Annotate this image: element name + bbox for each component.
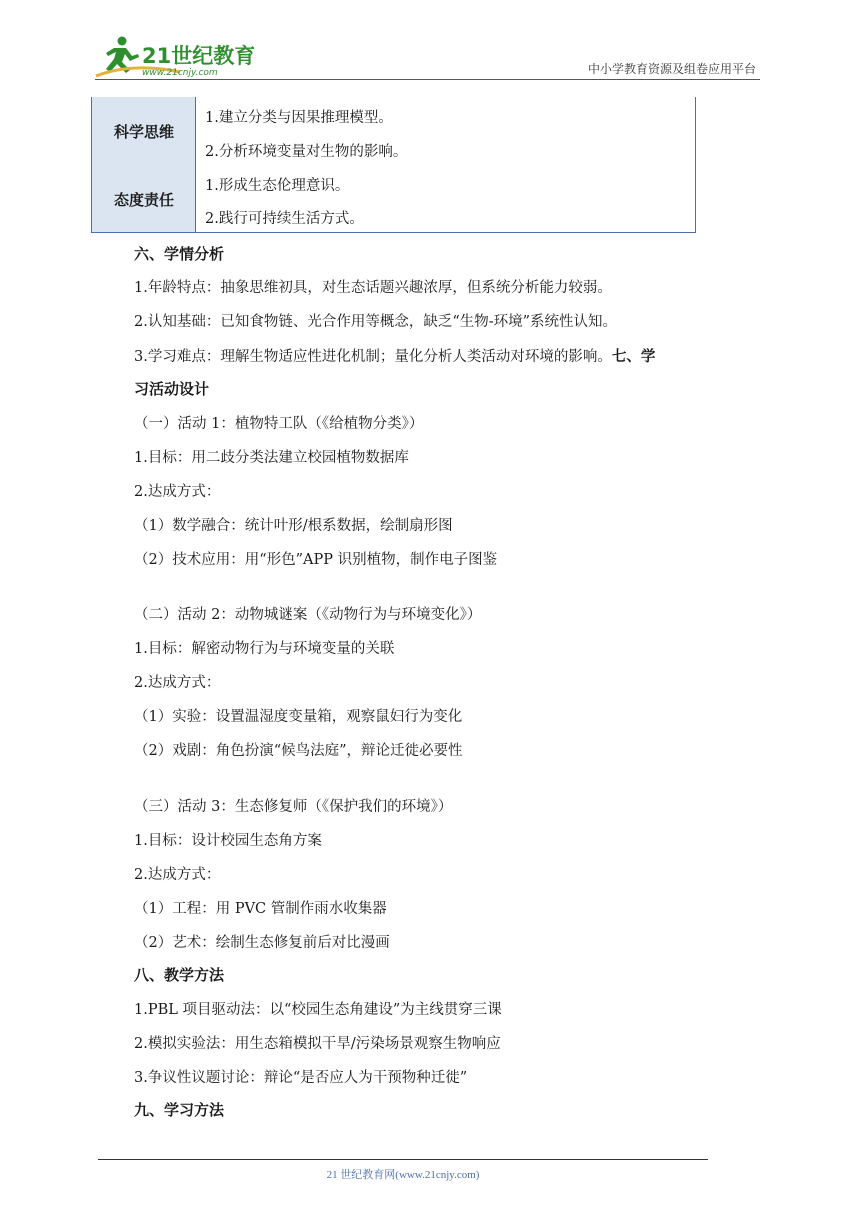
activity-title: （二）活动 2：动物城谜案（《动物行为与环境变化》） bbox=[134, 607, 482, 623]
paragraph-line: 1.PBL 项目驱动法：以“校园生态角建设”为主线贯穿三课 bbox=[134, 1002, 502, 1018]
table-cell: 2.分析环境变量对生物的影响。 bbox=[205, 144, 408, 160]
activity-title: （三）活动 3：生态修复师（《保护我们的环境》） bbox=[134, 799, 453, 815]
section-heading: 六、学情分析 bbox=[134, 245, 225, 263]
activity-method: （1）工程：用 PVC 管制作雨水收集器 bbox=[134, 901, 387, 917]
paragraph-line: 3.争议性议题讨论：辩论“是否应人为干预物种迁徙” bbox=[134, 1070, 468, 1086]
activity-goal: 1.目标：解密动物行为与环境变量的关联 bbox=[134, 641, 395, 657]
category-column bbox=[92, 97, 196, 232]
activity-method: （1）数学融合：统计叶形/根系数据，绘制扇形图 bbox=[134, 518, 453, 534]
paragraph-line: 2.模拟实验法：用生态箱模拟干旱/污染场景观察生物响应 bbox=[134, 1036, 501, 1052]
activity-method: （2）技术应用：用“形色”APP 识别植物，制作电子图鉴 bbox=[134, 552, 498, 568]
section-heading: 习活动设计 bbox=[134, 380, 210, 398]
paragraph-text: 3.学习难点：理解生物适应性进化机制；量化分析人类活动对环境的影响。 bbox=[134, 349, 612, 365]
category-label: 态度责任 bbox=[113, 191, 174, 209]
activity-method: （2）戏剧：角色扮演“候鸟法庭”，辩论迁徙必要性 bbox=[134, 743, 463, 759]
runner-logo-icon bbox=[92, 32, 262, 82]
activity-method-label: 2.达成方式： bbox=[134, 867, 221, 883]
activity-goal: 1.目标：设计校园生态角方案 bbox=[134, 833, 322, 849]
paragraph-line bbox=[134, 345, 655, 366]
category-label: 科学思维 bbox=[113, 123, 174, 141]
svg-text:www.21cnjy.com: www.21cnjy.com bbox=[142, 68, 218, 78]
activity-method: （2）艺术：绘制生态修复前后对比漫画 bbox=[134, 935, 390, 951]
section-heading-start: 七、学 bbox=[611, 349, 656, 365]
section-heading: 八、教学方法 bbox=[134, 966, 225, 984]
activity-method-label: 2.达成方式： bbox=[134, 675, 221, 691]
activity-method: （1）实验：设置温湿度变量箱，观察鼠妇行为变化 bbox=[134, 709, 463, 725]
svg-text:21世纪教育: 21世纪教育 bbox=[142, 44, 256, 68]
section-heading: 九、学习方法 bbox=[134, 1101, 225, 1119]
activity-method-label: 2.达成方式： bbox=[134, 484, 221, 500]
platform-name: 中小学教育资源及组卷应用平台 bbox=[587, 62, 756, 76]
table-cell: 1.形成生态伦理意识。 bbox=[205, 178, 350, 194]
activity-title: （一）活动 1：植物特工队（《给植物分类》） bbox=[134, 416, 424, 432]
site-logo bbox=[92, 32, 262, 82]
paragraph-line: 2.认知基础：已知食物链、光合作用等概念，缺乏“生物-环境”系统性认知。 bbox=[134, 314, 618, 330]
paragraph-line: 1.年龄特点：抽象思维初具，对生态话题兴趣浓厚，但系统分析能力较弱。 bbox=[134, 280, 612, 296]
footer-divider bbox=[98, 1159, 708, 1160]
activity-goal: 1.目标：用二歧分类法建立校园植物数据库 bbox=[134, 450, 409, 466]
header-divider bbox=[95, 79, 760, 80]
table-cell: 1.建立分类与因果推理模型。 bbox=[205, 110, 393, 126]
table-cell: 2.践行可持续生活方式。 bbox=[205, 211, 364, 227]
competency-table bbox=[91, 97, 696, 233]
footer-text: 21 世纪教育网(www.21cnjy.com) bbox=[326, 1169, 480, 1181]
